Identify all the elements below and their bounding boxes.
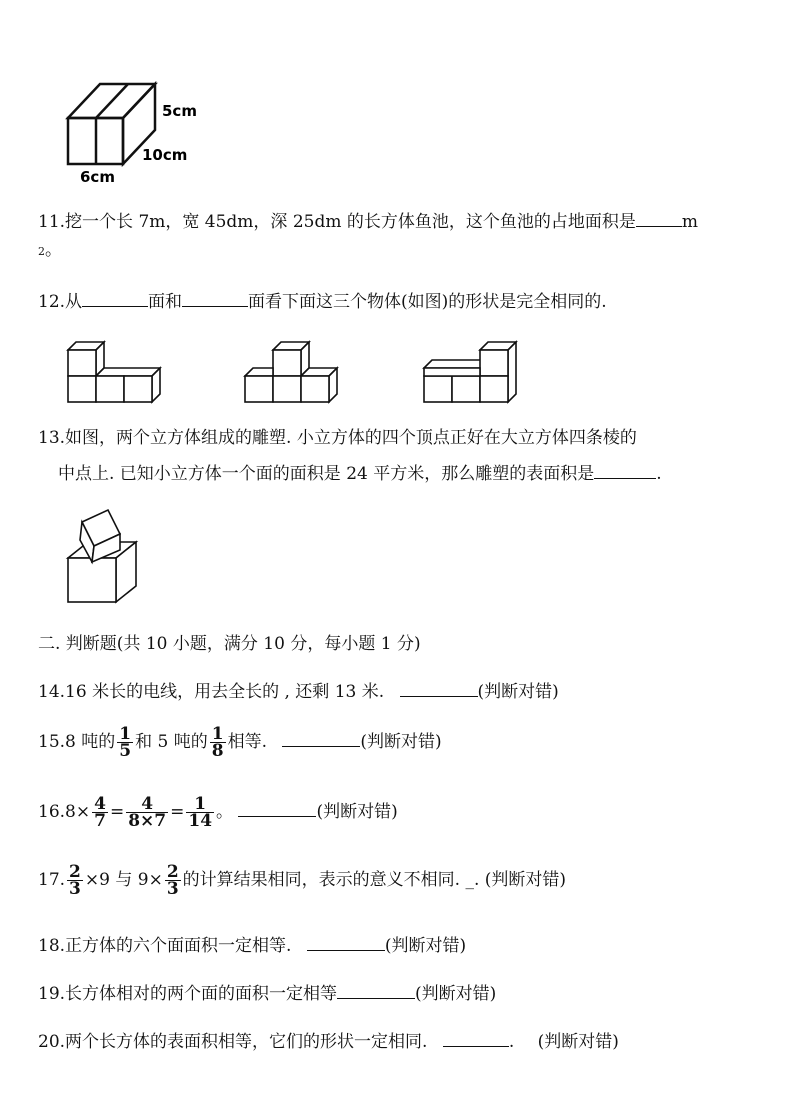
- q16-fraction-1: $\frac{4}{7}$: [94, 794, 106, 831]
- q11-answer-blank[interactable]: [636, 208, 682, 227]
- q11-end: 。: [45, 240, 62, 260]
- q11-text: 挖一个长 7m，宽 45dm，深 25dm 的长方体鱼池，这个鱼池的占地面积是: [65, 212, 636, 232]
- question-13-line1: [38, 426, 637, 450]
- q12-part2: 面和: [148, 292, 183, 312]
- q12-number: 12.: [38, 292, 66, 312]
- question-14: [38, 678, 559, 704]
- cube-stacks-figure: [60, 334, 530, 404]
- q16-fraction-3: $\frac{1}{14}$: [188, 794, 213, 831]
- q16-number: 16.: [38, 802, 66, 822]
- q16-tail: (判断对错): [316, 802, 398, 822]
- q17-number: 17.: [38, 870, 66, 890]
- question-11: [38, 208, 698, 234]
- q16-answer-blank[interactable]: [238, 798, 316, 817]
- q17-t1: ×9 与 9×: [84, 870, 163, 890]
- q16-lead: 8×: [65, 802, 91, 822]
- question-11-cont: [38, 238, 62, 264]
- q14-text: 16 米长的电线，用去全长的 , 还剩 13 米.: [65, 682, 385, 702]
- label-width: 6cm: [80, 168, 115, 186]
- section-2-title: 二. 判断题(共 10 小题，满分 10 分，每小题 1 分): [38, 634, 421, 654]
- q16-end: 。: [216, 802, 234, 822]
- label-height: 5cm: [162, 102, 197, 120]
- q11-unit-sup: 2: [38, 245, 45, 258]
- label-length: 10cm: [142, 146, 188, 164]
- q15-fraction-2: $\frac{1}{8}$: [211, 724, 224, 761]
- q18-tail: (判断对错): [384, 936, 467, 956]
- question-16: [38, 796, 398, 829]
- q15-fraction-1: $\frac{1}{5}$: [119, 724, 132, 761]
- q16-eq2: =: [170, 802, 185, 822]
- q15-answer-blank[interactable]: [282, 728, 360, 747]
- q14-number: 14.: [38, 682, 66, 702]
- q15-t1: 8 吨的: [65, 732, 116, 752]
- question-13-line2: [58, 460, 662, 486]
- q13-line1: 如图，两个立方体组成的雕塑. 小立方体的四个顶点正好在大立方体四条棱的: [65, 428, 637, 448]
- q20-number: 20.: [38, 1032, 66, 1052]
- q12-answer-blank-2[interactable]: [182, 288, 248, 307]
- q18-number: 18.: [38, 936, 66, 956]
- q17-t2: 的计算结果相同，表示的意义不相同. _.: [182, 870, 480, 890]
- q20-mid: .: [508, 1032, 515, 1052]
- q19-number: 19.: [38, 984, 66, 1004]
- q16-fraction-2: $\frac{4}{8\times 7}$: [128, 794, 167, 831]
- q13-line2: 中点上. 已知小立方体一个面的面积是 24 平方米，那么雕塑的表面积是: [58, 464, 595, 484]
- q18-text: 正方体的六个面面积一定相等.: [65, 936, 292, 956]
- q15-t2: 和 5 吨的: [135, 732, 208, 752]
- q20-answer-blank[interactable]: [443, 1028, 509, 1047]
- q17-fraction-1: $\frac{2}{3}$: [69, 862, 81, 899]
- q14-tail: (判断对错): [477, 682, 559, 702]
- question-17: [38, 864, 566, 897]
- q15-tail: (判断对错): [360, 732, 442, 752]
- q19-answer-blank[interactable]: [337, 980, 415, 999]
- q17-tail: (判断对错): [484, 870, 567, 890]
- question-20: [38, 1028, 619, 1054]
- q13-answer-blank[interactable]: [594, 460, 656, 479]
- q19-tail: (判断对错): [415, 984, 497, 1004]
- q19-text: 长方体相对的两个面的面积一定相等: [65, 984, 338, 1004]
- cuboid-figure: [60, 78, 220, 186]
- sculpture-figure: [62, 504, 142, 604]
- q12-part3: 面看下面这三个物体(如图)的形状是完全相同的.: [248, 292, 607, 312]
- q14-answer-blank[interactable]: [400, 678, 478, 697]
- q12-part1: 从: [65, 292, 83, 312]
- q20-text: 两个长方体的表面积相等，它们的形状一定相同.: [65, 1032, 428, 1052]
- q11-number: 11.: [38, 212, 66, 232]
- q11-unit: m: [681, 212, 698, 232]
- q13-number: 13.: [38, 428, 66, 448]
- q15-t3: 相等.: [227, 732, 267, 752]
- question-12: [38, 288, 607, 314]
- q13-end: .: [656, 464, 662, 484]
- q12-answer-blank-1[interactable]: [82, 288, 148, 307]
- question-18: [38, 932, 466, 958]
- q15-number: 15.: [38, 732, 66, 752]
- question-19: [38, 980, 496, 1006]
- question-15: [38, 726, 442, 759]
- q18-answer-blank[interactable]: [307, 932, 385, 951]
- q16-eq: =: [109, 802, 125, 822]
- q20-tail: (判断对错): [537, 1032, 619, 1052]
- q17-fraction-2: $\frac{2}{3}$: [166, 862, 179, 899]
